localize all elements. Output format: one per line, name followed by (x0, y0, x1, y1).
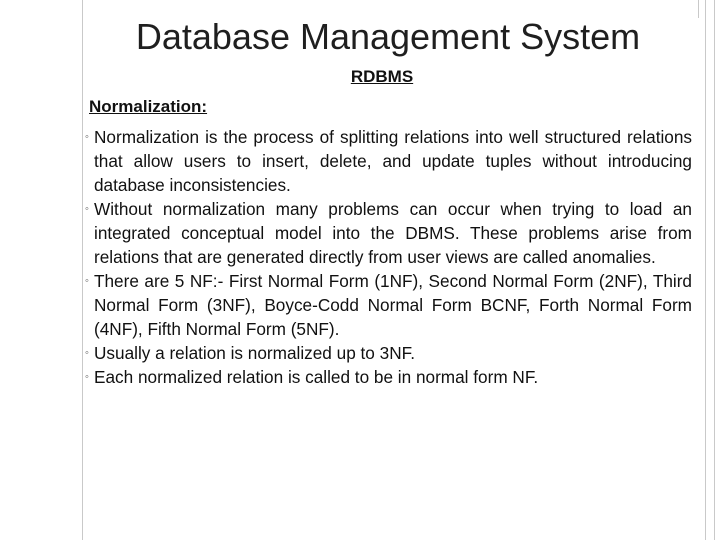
bullet-item (86, 365, 692, 389)
bullet-marker-icon: ◦ (85, 275, 89, 287)
bullet-marker-icon: ◦ (85, 371, 89, 383)
bullet-text: Usually a relation is normalized up to 3NF. (94, 343, 415, 363)
bullet-item (86, 197, 692, 269)
bullet-item (86, 125, 692, 197)
slide-subtitle: RDBMS (350, 67, 414, 86)
bullet-text: Normalization is the process of splitting relations into well structured relations that allow users to insert, delete, and update tuples without introducing database inconsistencies. (94, 127, 692, 195)
bullet-item (86, 269, 692, 341)
section-heading: Normalization: (89, 97, 208, 116)
bullet-text: Each normalized relation is called to be in normal form NF. (94, 367, 539, 387)
bullet-text: There are 5 NF:- First Normal Form (1NF), Second Normal Form (2NF), Third Normal Form (3NF), Boyce-Codd Normal Form BCNF, Forth Normal Form (4NF), Fifth Normal Form (5NF). (94, 271, 692, 339)
bullet-marker-icon: ◦ (85, 203, 89, 215)
slide-frame-left-line (82, 0, 83, 540)
bullet-marker-icon: ◦ (85, 131, 89, 143)
bullet-item (86, 341, 692, 365)
slide-frame-right-bar (705, 0, 715, 540)
bullet-list (86, 125, 692, 389)
slide-title: Database Management System (135, 16, 641, 57)
bullet-text: Without normalization many problems can occur when trying to load an integrated conceptual model into the DBMS. These problems arise from relations that are generated directly from user views are called anomalies. (94, 199, 692, 267)
bullet-marker-icon: ◦ (85, 347, 89, 359)
